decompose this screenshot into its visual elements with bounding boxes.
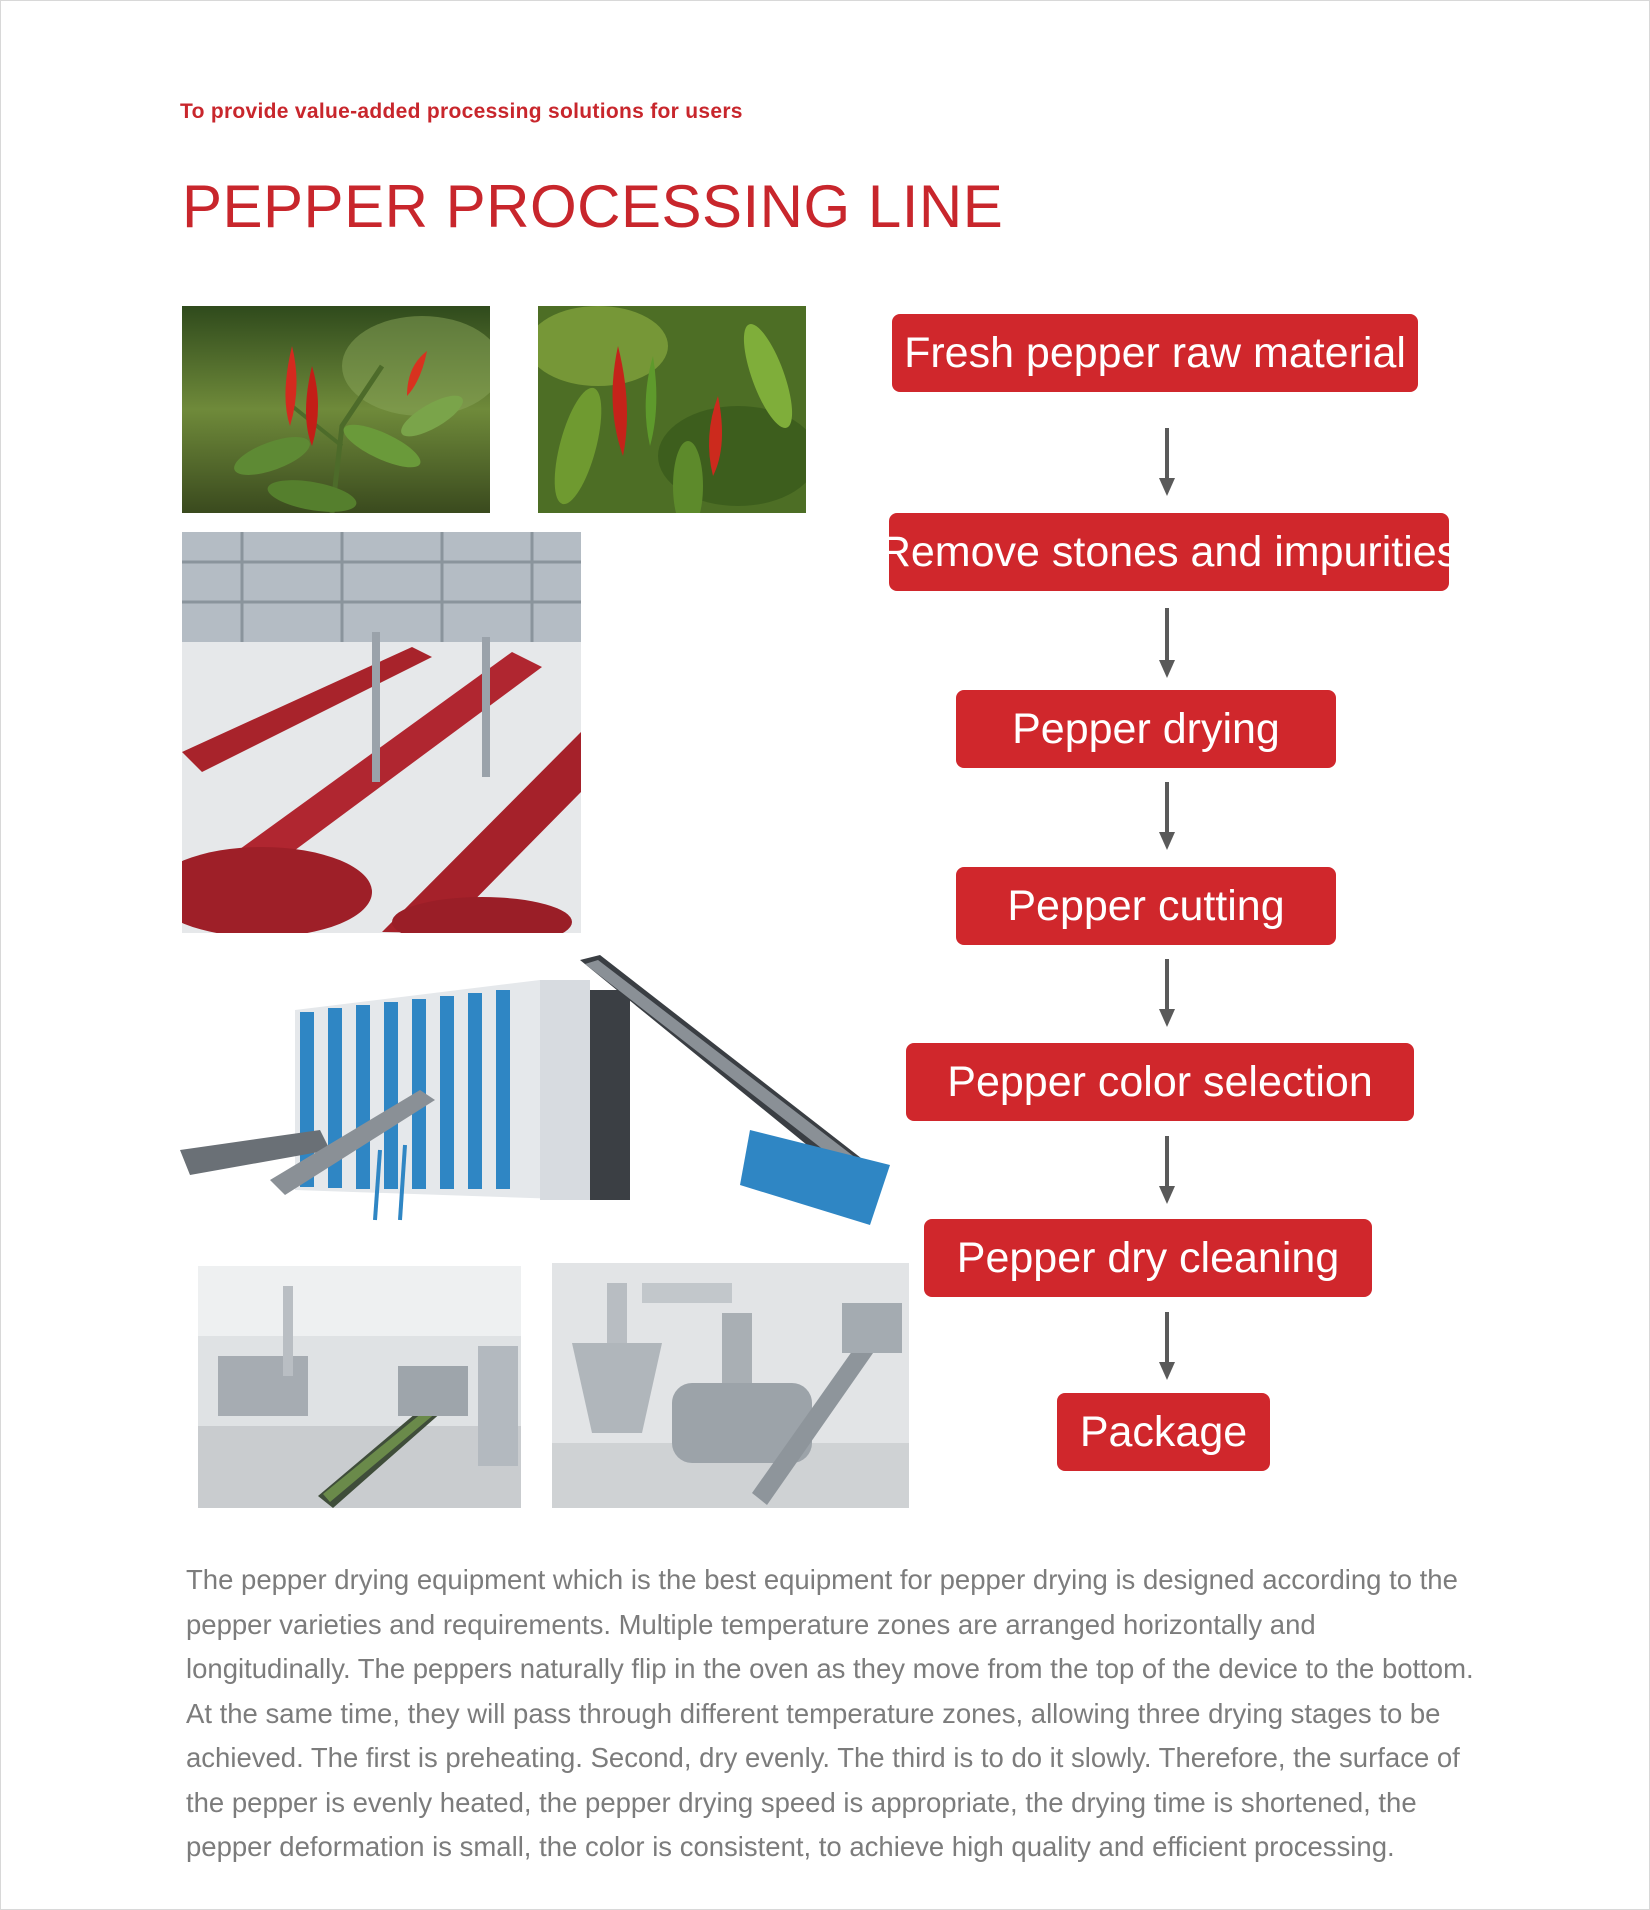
step-fresh-pepper: Fresh pepper raw material — [892, 314, 1418, 392]
photo-cyclone-conveyor — [552, 1263, 909, 1508]
arrow-down-icon — [1159, 428, 1175, 496]
photo-red-peppers-plant — [182, 306, 490, 513]
arrow-down-icon — [1159, 782, 1175, 850]
step-pepper-cutting: Pepper cutting — [956, 867, 1336, 945]
step-pepper-drying: Pepper drying — [956, 690, 1336, 768]
photo-cleaning-workshop — [198, 1266, 521, 1508]
step-package: Package — [1057, 1393, 1270, 1471]
photo-green-red-peppers — [538, 306, 806, 513]
arrow-down-icon — [1159, 1136, 1175, 1204]
arrow-down-icon — [1159, 959, 1175, 1027]
page-title: PEPPER PROCESSING LINE — [182, 173, 1004, 240]
photo-drying-facility — [182, 532, 581, 933]
arrow-down-icon — [1159, 608, 1175, 678]
description-paragraph: The pepper drying equipment which is the best equipment for pepper drying is designed according to the pepper varieties and requirements. Multiple temperature zones are arranged horizontally and longitudinally. The peppers naturally flip in the oven as they move from the top of the device to the bottom. At the same time, they will pass through different temperature zones, allowing three drying stages to be achieved. The first is preheating. Second, dry evenly. The third is to do it slowly. Therefore, the surface of the pepper is evenly heated, the pepper drying speed is appropriate, the drying time is shortened, the pepper deformation is small, the color is consistent, to achieve high quality and efficient processing. — [186, 1564, 1474, 1862]
step-dry-cleaning: Pepper dry cleaning — [924, 1219, 1372, 1297]
step-color-selection: Pepper color selection — [906, 1043, 1414, 1121]
tagline: To provide value-added processing solutions for users — [180, 100, 743, 123]
photo-blue-dryer-machine — [180, 950, 900, 1240]
step-remove-stones: Remove stones and impurities — [889, 513, 1449, 591]
arrow-down-icon — [1159, 1312, 1175, 1380]
